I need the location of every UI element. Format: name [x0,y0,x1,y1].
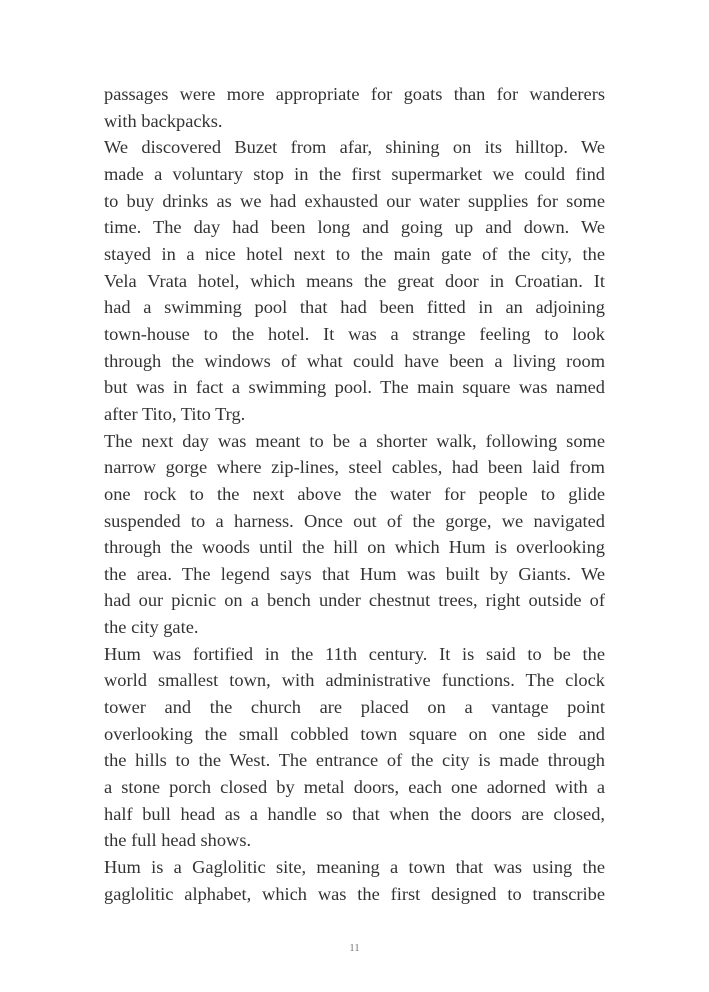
text-line: the hills to the West. The entrance of the city is made through [104,750,605,771]
text-line: town-house to the hotel. It was a strange feeling to look [104,323,605,344]
text-line: passages were more appropriate for goats than for wanderers [104,84,605,104]
text-line: overlooking the small cobbled town square on one side and [104,723,605,744]
paragraph [104,428,605,641]
paragraph [104,641,605,854]
text-line: with backpacks. [104,110,223,131]
text-line: stayed in a nice hotel next to the main gate of the city, the [104,243,605,264]
text-line: after Tito, Tito Trg. [104,403,246,424]
document-body [104,81,605,907]
text-line: Hum is a Gaglolitic site, meaning a town that was using the [104,857,605,878]
text-line: suspended to a harness. Once out of the gorge, we navigated [104,510,605,531]
text-line: time. The day had been long and going up and down. We [104,217,605,238]
text-line: gaglolitic alphabet, which was the first designed to transcribe [104,883,605,904]
text-line: through the windows of what could have been a living room [104,350,605,371]
text-line: a stone porch closed by metal doors, each one adorned with a [104,777,605,798]
text-line: one rock to the next above the water for people to glide [104,483,605,504]
paragraph [104,854,605,907]
text-line: the full head shows. [104,830,252,851]
text-line: through the woods until the hill on which Hum is overlooking [104,537,605,558]
text-line: Vela Vrata hotel, which means the great door in Croatian. It [104,270,605,291]
text-line: Hum was fortified in the 11th century. It is said to be the [104,643,605,664]
text-line: We discovered Buzet from afar, shining on its hilltop. We [104,137,605,158]
text-line: made a voluntary stop in the first supermarket we could find [104,163,605,184]
text-line: The next day was meant to be a shorter walk, following some [104,430,605,451]
text-line: but was in fact a swimming pool. The main square was named [104,377,605,398]
text-line: to buy drinks as we had exhausted our water supplies for some [104,190,605,211]
text-line: narrow gorge where zip-lines, steel cables, had been laid from [104,457,605,478]
text-line: had our picnic on a bench under chestnut trees, right outside of [104,590,605,611]
paragraph [104,81,605,134]
text-line: the city gate. [104,617,199,638]
text-line: tower and the church are placed on a vantage point [104,697,605,718]
text-line: the area. The legend says that Hum was built by Giants. We [104,563,605,584]
page-number: 11 [349,942,360,954]
paragraph [104,134,605,427]
text-line: had a swimming pool that had been fitted in an adjoining [104,297,605,318]
text-line: half bull head as a handle so that when the doors are closed, [104,803,605,824]
text-line: world smallest town, with administrative functions. The clock [104,670,605,691]
